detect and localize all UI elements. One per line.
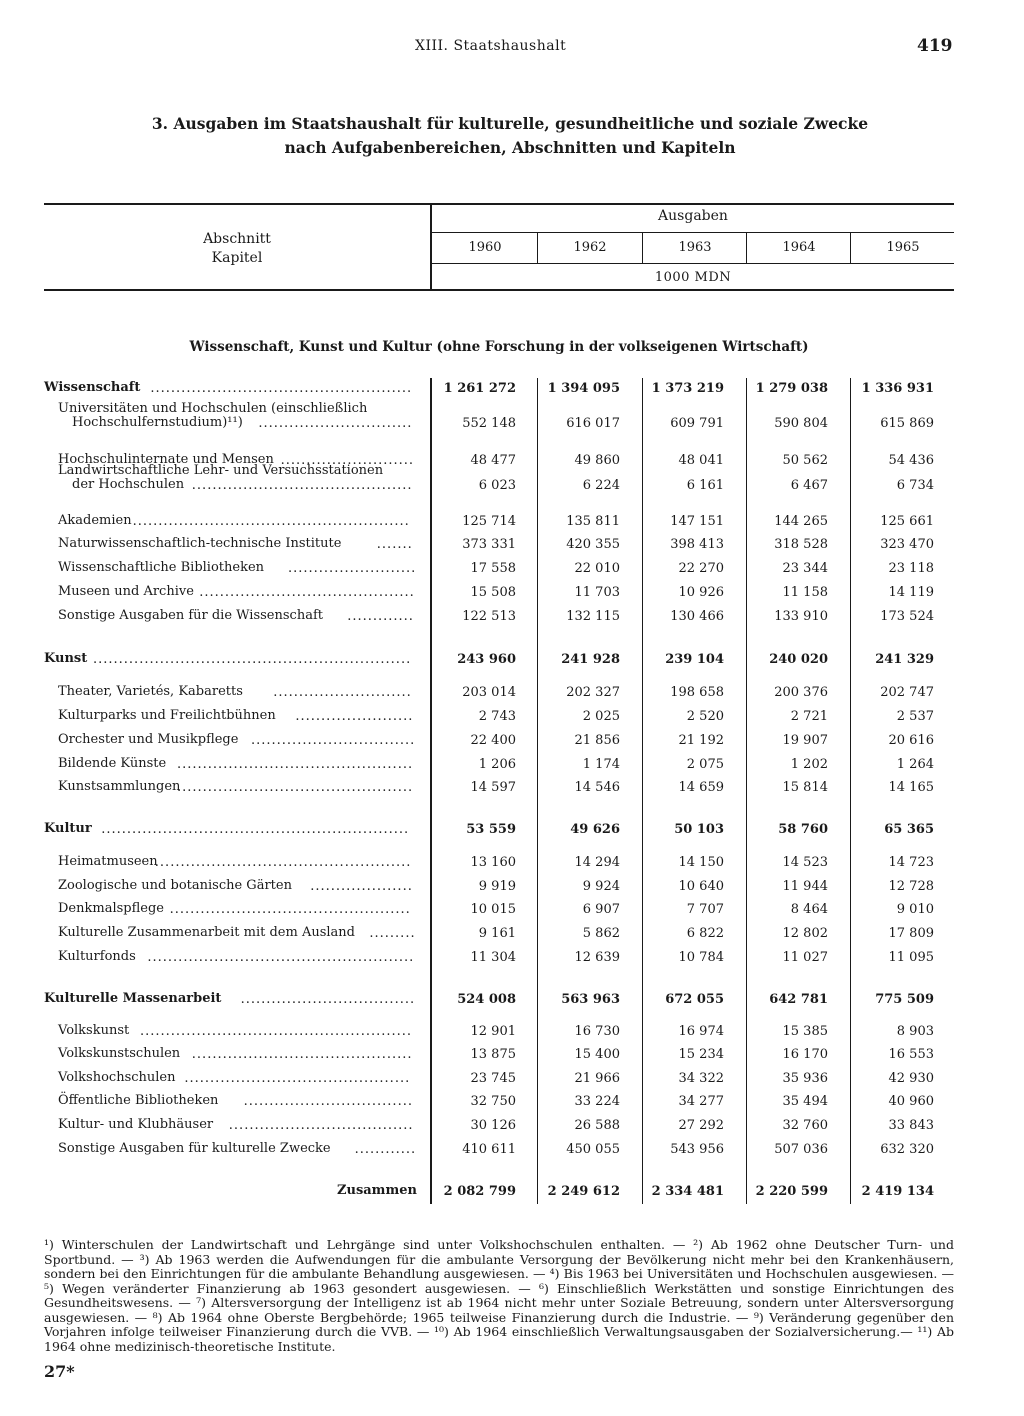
- cell-1965: 615 869: [880, 416, 934, 431]
- row-label-text: Sonstige Ausgaben für die Wissenschaft: [58, 608, 323, 623]
- leader-dots: ....................................: [228, 1118, 414, 1133]
- cell-1964: 318 528: [774, 537, 828, 552]
- row-label-text: Kulturelle Zusammenarbeit mit dem Ausland: [58, 925, 355, 940]
- cell-1960: 17 558: [470, 561, 516, 576]
- row-label-text: Volkskunstschulen: [58, 1046, 181, 1061]
- leader-dots: ...........................................: [191, 1047, 413, 1062]
- cell-1960: 9 919: [478, 879, 516, 894]
- row-label: [58, 780, 180, 794]
- cell-1960: 552 148: [462, 416, 516, 431]
- row-label: [58, 879, 292, 893]
- leader-dots: ...............................................: [169, 902, 411, 917]
- table-row: [0, 1142, 1024, 1162]
- cell-1963: 1 373 219: [651, 381, 724, 396]
- cell-1964: 144 265: [774, 514, 828, 529]
- table-row: [0, 463, 1024, 496]
- row-label: [58, 537, 341, 551]
- cell-1963: 10 784: [678, 950, 724, 965]
- cell-1965: 14 119: [888, 585, 934, 600]
- row-label: [44, 652, 87, 666]
- table-title-line-2: nach Aufgabenbereichen, Abschnitten und Kapiteln: [284, 138, 736, 157]
- leader-dots: ...........................................: [191, 478, 413, 493]
- table-title: [60, 112, 960, 160]
- cell-1962: 132 115: [566, 609, 620, 624]
- row-label-text: Zusammen: [337, 1183, 417, 1198]
- cell-1965: 33 843: [888, 1118, 934, 1133]
- cell-1963: 10 926: [678, 585, 724, 600]
- leader-dots: ............: [354, 1142, 417, 1157]
- cell-1965: 1 264: [896, 757, 934, 772]
- cell-1964: 642 781: [769, 992, 828, 1007]
- table-row: [0, 514, 1024, 534]
- leader-dots: ..........................................: [199, 585, 415, 600]
- row-label-line-2: Hochschulfernstudium)¹¹): [72, 415, 243, 430]
- cell-1964: 15 814: [782, 780, 828, 795]
- leader-dots: ..............................................: [177, 757, 414, 772]
- cell-1960: 11 304: [470, 950, 516, 965]
- cell-1965: 65 365: [884, 822, 934, 837]
- section-heading: Wissenschaft, Kunst und Kultur (ohne Forschung in der volkseigenen Wirtschaft): [189, 339, 809, 355]
- row-header-label: [44, 230, 430, 268]
- leader-dots: .......................: [295, 709, 414, 724]
- cell-1963: 2 075: [686, 757, 724, 772]
- cell-1963: 130 466: [670, 609, 724, 624]
- year-header-1: 1962: [573, 240, 607, 255]
- cell-1964: 19 907: [782, 733, 828, 748]
- table-row: [0, 733, 1024, 753]
- row-label-text: Kulturelle Massenarbeit: [44, 991, 222, 1006]
- cell-1960: 1 261 272: [443, 381, 516, 396]
- table-row: [0, 822, 1024, 842]
- cell-1960: 13 875: [470, 1047, 516, 1062]
- row-label-line-2: der Hochschulen: [72, 477, 185, 492]
- row-label-text: Akademien: [58, 513, 132, 528]
- row-label-text: Sonstige Ausgaben für kulturelle Zwecke: [58, 1141, 331, 1156]
- leader-dots: ..............................: [258, 416, 413, 431]
- leader-dots: .................................: [243, 1094, 413, 1109]
- cell-1960: 48 477: [470, 453, 516, 468]
- page-number: 419: [917, 36, 953, 56]
- cell-1962: 1 174: [582, 757, 620, 772]
- leader-dots: ......................................................: [132, 514, 410, 529]
- cell-1965: 54 436: [888, 453, 934, 468]
- table-row: [0, 950, 1024, 970]
- cell-1963: 21 192: [678, 733, 724, 748]
- cell-1965: 775 509: [875, 992, 934, 1007]
- cell-1965: 14 723: [888, 855, 934, 870]
- cell-1963: 16 974: [678, 1024, 724, 1039]
- cell-1965: 1 336 931: [861, 381, 934, 396]
- cell-1965: 20 616: [888, 733, 934, 748]
- row-label-text: Kultur: [44, 821, 92, 836]
- cell-1964: 16 170: [782, 1047, 828, 1062]
- cell-1960: 2 082 799: [443, 1184, 516, 1199]
- row-header-kapitel: Kapitel: [211, 250, 263, 266]
- cell-1962: 5 862: [582, 926, 620, 941]
- cell-1960: 32 750: [470, 1094, 516, 1109]
- cell-1964: 11 944: [782, 879, 828, 894]
- cell-1965: 42 930: [888, 1071, 934, 1086]
- row-label: [58, 950, 136, 964]
- header-year-rule: [432, 263, 954, 264]
- row-label-text: Volkshochschulen: [58, 1070, 176, 1085]
- row-label-line-1: Universitäten und Hochschulen (einschließlich: [58, 401, 368, 416]
- cell-1963: 147 151: [670, 514, 724, 529]
- cell-1965: 23 118: [888, 561, 934, 576]
- cell-1963: 14 659: [678, 780, 724, 795]
- cell-1965: 9 010: [896, 902, 934, 917]
- cell-1964: 1 279 038: [755, 381, 828, 396]
- cell-1962: 2 025: [582, 709, 620, 724]
- table-row: [0, 609, 1024, 629]
- cell-1960: 373 331: [462, 537, 516, 552]
- cell-1962: 49 626: [570, 822, 620, 837]
- running-head-section: XIII. Staatshaushalt: [415, 38, 567, 54]
- row-label: [58, 1024, 129, 1038]
- leader-dots: ..........................: [280, 453, 415, 468]
- year-header-0: 1960: [468, 240, 502, 255]
- row-label-text: Museen und Archive: [58, 584, 194, 599]
- leader-dots: ..............................................................: [93, 652, 412, 667]
- leader-dots: ..............................................: [177, 780, 414, 795]
- cell-1963: 6 822: [686, 926, 724, 941]
- table-row: [0, 401, 1024, 434]
- cell-1965: 125 661: [880, 514, 934, 529]
- cell-1960: 12 901: [470, 1024, 516, 1039]
- cell-1965: 2 537: [896, 709, 934, 724]
- cell-1965: 16 553: [888, 1047, 934, 1062]
- row-label-text: Wissenschaft: [44, 380, 141, 395]
- row-label-text: Orchester und Musikpflege: [58, 732, 239, 747]
- row-label: [58, 733, 238, 747]
- cell-1960: 15 508: [470, 585, 516, 600]
- row-label-text: Theater, Varietés, Kabaretts: [58, 684, 243, 699]
- row-label-text: Zoologische und botanische Gärten: [58, 878, 292, 893]
- table-row: [0, 685, 1024, 705]
- cell-1963: 15 234: [678, 1047, 724, 1062]
- row-label-text: Bildende Künste: [58, 756, 167, 771]
- row-label: [58, 514, 132, 528]
- row-label-line-1: Landwirtschaftliche Lehr- und Versuchsstationen: [58, 463, 384, 478]
- cell-1963: 239 104: [665, 652, 724, 667]
- cell-1962: 15 400: [574, 1047, 620, 1062]
- table-row: [0, 652, 1024, 672]
- cell-1962: 21 856: [574, 733, 620, 748]
- row-label: [44, 992, 221, 1006]
- cell-1962: 135 811: [566, 514, 620, 529]
- table-row: [0, 902, 1024, 922]
- cell-1962: 12 639: [574, 950, 620, 965]
- cell-1965: 323 470: [880, 537, 934, 552]
- cell-1964: 23 344: [782, 561, 828, 576]
- running-head: [0, 38, 1024, 58]
- row-label-text: Hochschulinternate und Mensen: [58, 452, 274, 467]
- row-label-text: Kunstsammlungen: [58, 779, 181, 794]
- table-row: [0, 1094, 1024, 1114]
- row-label-text: Öffentliche Bibliotheken: [58, 1093, 219, 1108]
- row-label: [58, 1071, 176, 1085]
- cell-1965: 40 960: [888, 1094, 934, 1109]
- cell-1964: 2 220 599: [755, 1184, 828, 1199]
- cell-1965: 6 734: [896, 478, 934, 493]
- leader-dots: .....................................................: [140, 1024, 413, 1039]
- row-label: [58, 609, 323, 623]
- cell-1963: 14 150: [678, 855, 724, 870]
- row-label-text: Kunst: [44, 651, 88, 666]
- row-label-text: Wissenschaftliche Bibliotheken: [58, 560, 265, 575]
- cell-1965: 12 728: [888, 879, 934, 894]
- cell-1962: 26 588: [574, 1118, 620, 1133]
- table-row: [0, 992, 1024, 1012]
- cell-1962: 1 394 095: [547, 381, 620, 396]
- leader-dots: .........................: [288, 561, 417, 576]
- cell-1962: 33 224: [574, 1094, 620, 1109]
- cell-1963: 27 292: [678, 1118, 724, 1133]
- column-group-header: Ausgaben: [658, 208, 728, 224]
- table-header-bottom-rule: [44, 289, 954, 291]
- year-header-3: 1964: [782, 240, 816, 255]
- cell-1962: 9 924: [582, 879, 620, 894]
- table-row: [0, 537, 1024, 557]
- cell-1960: 524 008: [457, 992, 516, 1007]
- table-row: [0, 1118, 1024, 1138]
- cell-1964: 35 494: [782, 1094, 828, 1109]
- signature-mark: 27*: [44, 1362, 75, 1381]
- cell-1960: 6 023: [478, 478, 516, 493]
- leader-dots: ................................: [251, 733, 416, 748]
- cell-1963: 48 041: [678, 453, 724, 468]
- cell-1962: 563 963: [561, 992, 620, 1007]
- row-label-text: Kulturfonds: [58, 949, 136, 964]
- cell-1965: 173 524: [880, 609, 934, 624]
- cell-1962: 22 010: [574, 561, 620, 576]
- cell-1962: 49 860: [574, 453, 620, 468]
- leader-dots: ....................: [310, 879, 413, 894]
- cell-1963: 22 270: [678, 561, 724, 576]
- cell-1965: 14 165: [888, 780, 934, 795]
- cell-1963: 198 658: [670, 685, 724, 700]
- unit-header: 1000 MDN: [654, 270, 732, 285]
- cell-1964: 1 202: [790, 757, 828, 772]
- cell-1963: 2 334 481: [651, 1184, 724, 1199]
- cell-1960: 1 206: [478, 757, 516, 772]
- table-row: [0, 1184, 1024, 1204]
- table-row: [0, 709, 1024, 729]
- table-row: [0, 1047, 1024, 1067]
- cell-1964: 133 910: [774, 609, 828, 624]
- cell-1960: 9 161: [478, 926, 516, 941]
- leader-dots: ....................................................: [147, 950, 415, 965]
- table-row: [0, 381, 1024, 401]
- cell-1962: 14 546: [574, 780, 620, 795]
- cell-1963: 34 277: [678, 1094, 724, 1109]
- cell-1960: 30 126: [470, 1118, 516, 1133]
- table-row: [0, 879, 1024, 899]
- cell-1960: 122 513: [462, 609, 516, 624]
- cell-1963: 2 520: [686, 709, 724, 724]
- row-label: [58, 1047, 180, 1061]
- table-row: [0, 780, 1024, 800]
- cell-1962: 6 907: [582, 902, 620, 917]
- row-label: [58, 1094, 218, 1108]
- leader-dots: ..................................: [240, 992, 416, 1007]
- cell-1965: 632 320: [880, 1142, 934, 1157]
- row-label: [58, 709, 276, 723]
- cell-1960: 23 745: [470, 1071, 516, 1086]
- cell-1962: 450 055: [566, 1142, 620, 1157]
- table-title-line-1: 3. Ausgaben im Staatshaushalt für kulturelle, gesundheitliche und soziale Zwecke: [151, 114, 869, 133]
- row-label: [58, 855, 158, 869]
- cell-1964: 200 376: [774, 685, 828, 700]
- cell-1963: 10 640: [678, 879, 724, 894]
- cell-1962: 616 017: [566, 416, 620, 431]
- row-label: [58, 926, 355, 940]
- cell-1964: 8 464: [790, 902, 828, 917]
- row-label-text: Kultur- und Klubhäuser: [58, 1117, 214, 1132]
- cell-1962: 420 355: [566, 537, 620, 552]
- cell-1960: 53 559: [466, 822, 516, 837]
- cell-1963: 609 791: [670, 416, 724, 431]
- cell-1960: 203 014: [462, 685, 516, 700]
- row-label-text: Heimatmuseen: [58, 854, 158, 869]
- row-label-text: Volkskunst: [58, 1023, 130, 1038]
- cell-1960: 10 015: [470, 902, 516, 917]
- cell-1964: 11 027: [782, 950, 828, 965]
- row-label-text: Denkmalspflege: [58, 901, 164, 916]
- cell-1964: 35 936: [782, 1071, 828, 1086]
- table-row: [0, 585, 1024, 605]
- table-row: [0, 926, 1024, 946]
- cell-1962: 11 703: [574, 585, 620, 600]
- cell-1963: 6 161: [686, 478, 724, 493]
- cell-1960: 243 960: [457, 652, 516, 667]
- cell-1963: 7 707: [686, 902, 724, 917]
- cell-1962: 21 966: [574, 1071, 620, 1086]
- cell-1963: 672 055: [665, 992, 724, 1007]
- row-label: [58, 585, 194, 599]
- cell-1965: 17 809: [888, 926, 934, 941]
- year-header-4: 1965: [886, 240, 920, 255]
- leader-dots: ............................................: [184, 1071, 411, 1086]
- cell-1960: 14 597: [470, 780, 516, 795]
- cell-1963: 398 413: [670, 537, 724, 552]
- row-label: [58, 561, 264, 575]
- cell-1964: 15 385: [782, 1024, 828, 1039]
- cell-1964: 32 760: [782, 1118, 828, 1133]
- cell-1963: 50 103: [674, 822, 724, 837]
- cell-1964: 14 523: [782, 855, 828, 870]
- cell-1964: 11 158: [782, 585, 828, 600]
- cell-1960: 13 160: [470, 855, 516, 870]
- cell-1962: 241 928: [561, 652, 620, 667]
- footnotes: ¹) Winterschulen der Landwirtschaft und Lehrgänge sind unter Volkshochschulen enthalten. — ²) Ab 1962 ohne Deutscher Turn- und Sportbund. — ³) Ab 1963 werden die Aufwendungen für die ambulante Versorgung der Bevölkerung nicht mehr bei den Krankenhäusern, sondern bei den Einrichtungen für die ambulante Behandlung ausgewiesen. — ⁴) Bis 1963 bei Universitäten und Hochschulen ausgewiesen. — ⁵) Wegen veränderter Finanzierung ab 1963 gesondert ausgewiesen. — ⁶) Einschließlich Werkstätten und sonstige Einrichtungen des Gesundheitswesens. — ⁷) Altersversorgung der Intelligenz ist ab 1964 nicht mehr unter Soziale Betreuung, sondern unter Altersversorgung ausgewiesen. — ⁸) Ab 1964 ohne Oberste Bergbehörde; 1965 teilweise Finanzierung durch die Industrie. — ⁹) Veränderung gegenüber den Vorjahren infolge teilweiser Finanzierung durch die VVB. — ¹⁰) Ab 1964 einschließlich Verwaltungsausgaben der Sozialversicherung.— ¹¹) Ab 1964 ohne medizinisch-theoretische Institute.: [44, 1237, 954, 1354]
- row-label: [337, 1184, 417, 1198]
- cell-1960: 125 714: [462, 514, 516, 529]
- cell-1964: 2 721: [790, 709, 828, 724]
- leader-dots: ............................................................: [101, 822, 410, 837]
- row-label: [58, 757, 166, 771]
- cell-1965: 8 903: [896, 1024, 934, 1039]
- cell-1962: 6 224: [582, 478, 620, 493]
- table-row: [0, 1071, 1024, 1091]
- leader-dots: ..................................................: [154, 855, 412, 870]
- leader-dots: .........: [369, 926, 416, 941]
- table-row: [0, 757, 1024, 777]
- row-label: [58, 1118, 213, 1132]
- leader-dots: .............: [347, 609, 414, 624]
- header-group-rule: [432, 232, 954, 233]
- cell-1964: 590 804: [774, 416, 828, 431]
- row-label-text: Naturwissenschaftlich-technische Institute: [58, 536, 342, 551]
- table-row: [0, 855, 1024, 875]
- row-label: [58, 685, 243, 699]
- cell-1964: 50 562: [782, 453, 828, 468]
- table-row: [0, 561, 1024, 581]
- cell-1964: 6 467: [790, 478, 828, 493]
- leader-dots: ...........................: [273, 685, 412, 700]
- row-label: [58, 902, 164, 916]
- row-label: [44, 822, 92, 836]
- row-label-text: Kulturparks und Freilichtbühnen: [58, 708, 276, 723]
- row-label: [58, 1142, 331, 1156]
- cell-1962: 14 294: [574, 855, 620, 870]
- cell-1965: 202 747: [880, 685, 934, 700]
- table-row: [0, 1024, 1024, 1044]
- cell-1962: 2 249 612: [547, 1184, 620, 1199]
- leader-dots: .......: [376, 537, 413, 552]
- cell-1960: 410 611: [462, 1142, 516, 1157]
- cell-1964: 12 802: [782, 926, 828, 941]
- cell-1960: 2 743: [478, 709, 516, 724]
- cell-1965: 2 419 134: [861, 1184, 934, 1199]
- row-header-abschnitt: Abschnitt: [203, 231, 271, 247]
- cell-1964: 507 036: [774, 1142, 828, 1157]
- cell-1963: 34 322: [678, 1071, 724, 1086]
- leader-dots: ...................................................: [150, 381, 413, 396]
- row-label: [44, 381, 140, 395]
- cell-1964: 58 760: [778, 822, 828, 837]
- cell-1965: 241 329: [875, 652, 934, 667]
- cell-1965: 11 095: [888, 950, 934, 965]
- cell-1964: 240 020: [769, 652, 828, 667]
- year-header-2: 1963: [678, 240, 712, 255]
- cell-1960: 22 400: [470, 733, 516, 748]
- cell-1962: 202 327: [566, 685, 620, 700]
- cell-1962: 16 730: [574, 1024, 620, 1039]
- table-top-rule: [44, 203, 954, 205]
- cell-1963: 543 956: [670, 1142, 724, 1157]
